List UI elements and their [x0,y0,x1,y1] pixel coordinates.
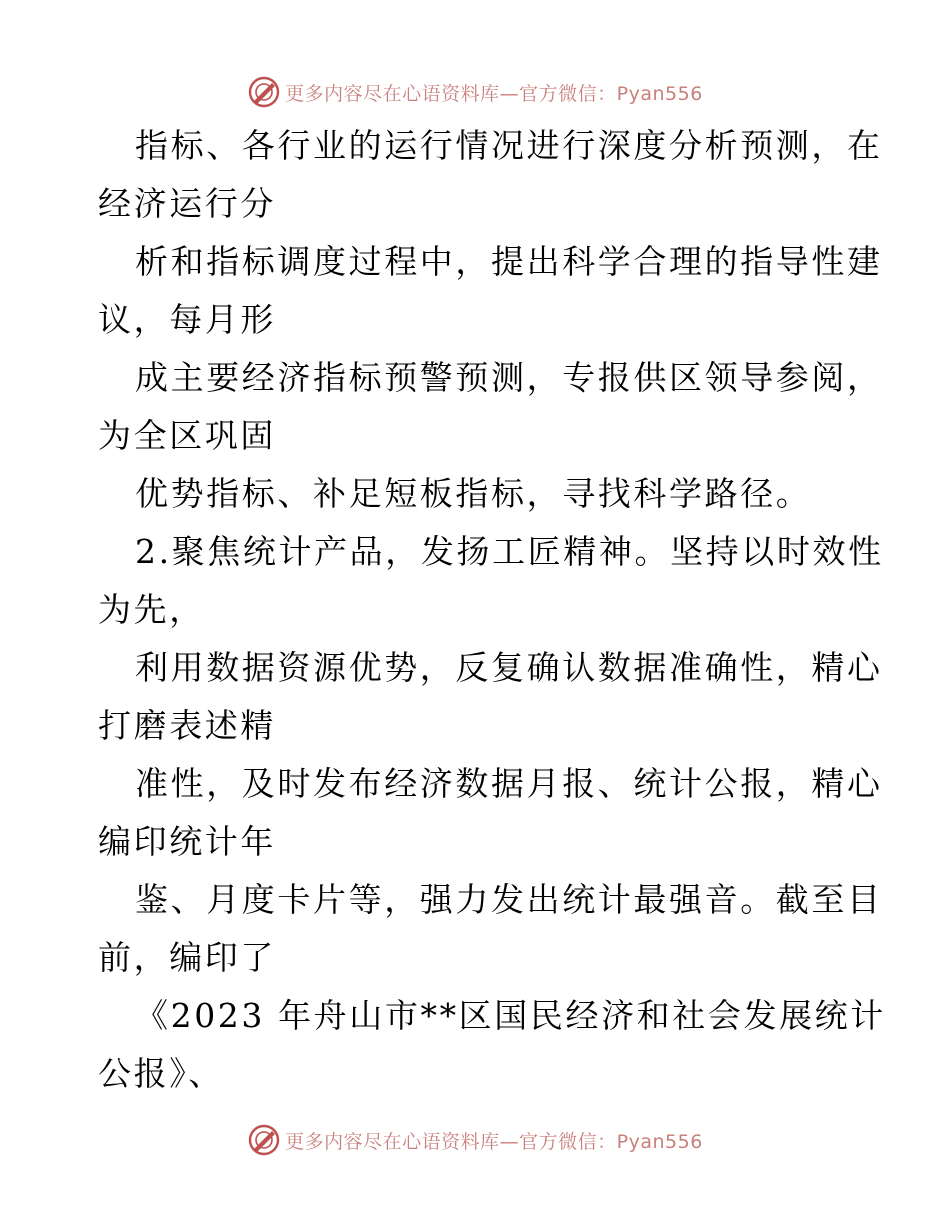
footer-watermark [0,1120,950,1160]
text-line: 前，编印了 [98,938,276,977]
header-watermark [0,72,950,112]
text-line: 鉴、月度卡片等，强力发出统计最强音。截至目 [135,880,883,919]
text-line: 为全区巩固 [98,416,276,455]
text-line: 编印统计年 [98,822,276,861]
text-line: 析和指标调度过程中，提出科学合理的指导性建 [135,242,883,281]
watermark-text: 更多内容尽在心语资料库—官方微信：Pyan556 [285,82,703,105]
text-line: 《2023 年舟山市**区国民经济和社会发展统计 [135,996,886,1035]
logo-icon [247,75,281,109]
text-line: 优势指标、补足短板指标，寻找科学路径。 [135,474,812,513]
text-line: 打磨表述精 [98,706,276,745]
text-line: 公报》、 [98,1054,224,1093]
text-line: 利用数据资源优势，反复确认数据准确性，精心 [135,648,883,687]
text-line: 经济运行分 [98,184,276,223]
text-line: 为先， [98,590,205,629]
text-line: 2.聚焦统计产品，发扬工匠精神。坚持以时效性 [135,532,884,571]
text-line: 准性，及时发布经济数据月报、统计公报，精心 [135,764,883,803]
text-line: 成主要经济指标预警预测，专报供区领导参阅， [135,358,883,397]
text-line: 议，每月形 [98,300,276,339]
watermark-text: 更多内容尽在心语资料库—官方微信：Pyan556 [285,1130,703,1153]
logo-icon [247,1123,281,1157]
text-line: 指标、各行业的运行情况进行深度分析预测，在 [135,126,883,165]
